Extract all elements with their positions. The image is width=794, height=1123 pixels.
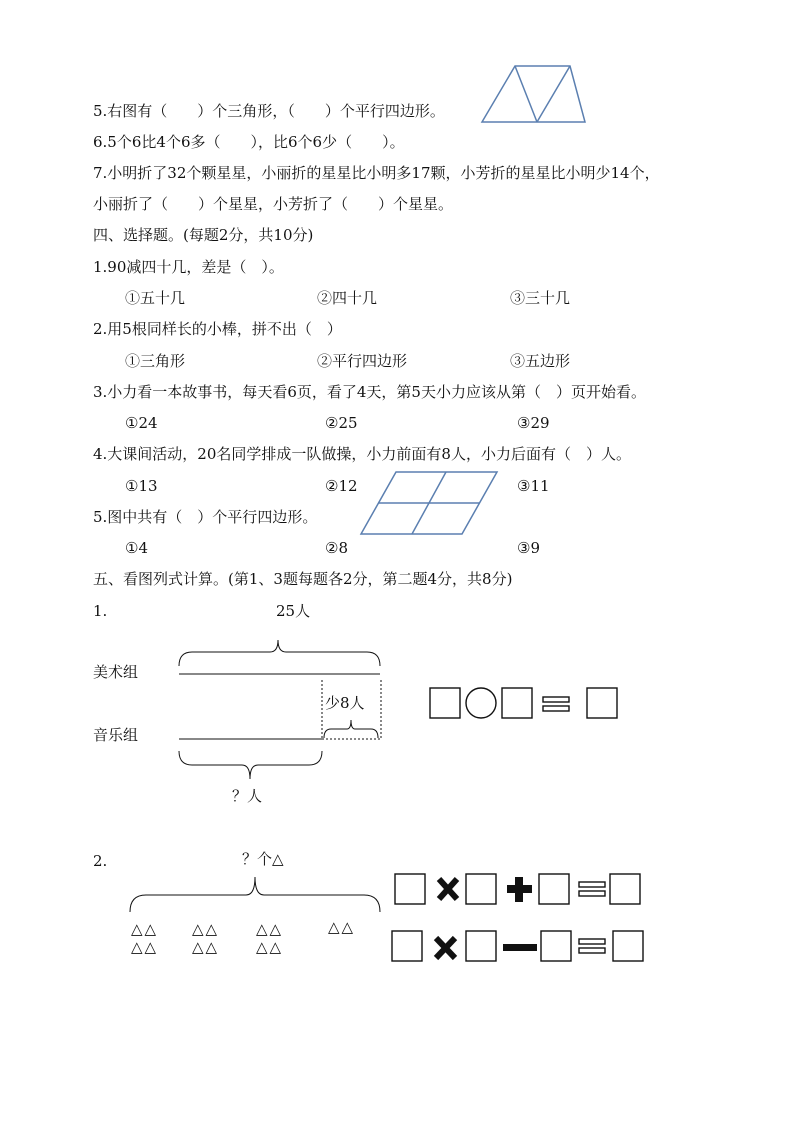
equals-sign <box>579 948 605 953</box>
option-4-4-a: ①13 <box>125 477 158 495</box>
problem-5-1-row1-label: 美术组 <box>93 663 139 681</box>
equals-sign <box>579 891 605 896</box>
triangle-group-2: △△ △△ <box>192 920 220 956</box>
question-3-7-line2: 小丽折了（ ）个星星，小芳折了（ ）个星星。 <box>93 195 454 213</box>
equals-sign <box>579 882 605 887</box>
option-4-1-a: ①五十几 <box>125 289 186 307</box>
plus-icon <box>507 877 532 902</box>
answer-box[interactable] <box>430 688 460 718</box>
option-4-5-a: ①4 <box>125 539 148 557</box>
answer-box[interactable] <box>539 874 569 904</box>
question-4-1: 1.90减四十几，差是（ ）。 <box>93 258 284 276</box>
question-4-2: 2.用5根同样长的小棒，拼不出（ ） <box>93 320 342 338</box>
option-4-2-b: ②平行四边形 <box>317 352 408 370</box>
trapezoid-triangles-figure <box>482 66 585 122</box>
question-3-6: 6.5个6比4个6多（ ），比6个6少（ ）。 <box>93 133 405 151</box>
problem-5-1-total-label: 25人 <box>276 602 311 620</box>
minus-icon <box>503 944 537 951</box>
equation-5-2-row2 <box>392 931 643 961</box>
question-4-4: 4.大课间活动，20名同学排成一队做操，小力前面有8人，小力后面有（ ）人。 <box>93 445 631 463</box>
answer-box[interactable] <box>541 931 571 961</box>
equals-sign <box>543 706 569 711</box>
parallelogram-grid-figure <box>361 472 497 534</box>
answer-box[interactable] <box>466 931 496 961</box>
option-4-2-a: ①三角形 <box>125 352 186 370</box>
option-4-3-b: ②25 <box>325 414 358 432</box>
option-4-1-c: ③三十几 <box>510 289 571 307</box>
option-4-4-b: ②12 <box>325 477 358 495</box>
problem-5-1-row2-label: 音乐组 <box>93 726 139 744</box>
problem-5-1-question-label: ？人 <box>232 787 263 805</box>
equals-sign <box>579 939 605 944</box>
problem-5-2-number: 2. <box>93 852 108 870</box>
answer-box[interactable] <box>587 688 617 718</box>
option-4-5-b: ②8 <box>325 539 348 557</box>
question-4-5: 5.图中共有（ ）个平行四边形。 <box>93 508 318 526</box>
answer-box[interactable] <box>502 688 532 718</box>
option-4-4-c: ③11 <box>517 477 550 495</box>
option-4-5-c: ③9 <box>517 539 540 557</box>
answer-box[interactable] <box>395 874 425 904</box>
multiply-icon <box>436 938 455 958</box>
line-segment-diagram <box>179 640 381 779</box>
answer-box[interactable] <box>466 874 496 904</box>
section-5-heading: 五、看图列式计算。(第1、3题每题各2分，第二题4分，共8分) <box>93 570 513 588</box>
operator-circle[interactable] <box>466 688 496 718</box>
equals-sign <box>543 697 569 702</box>
problem-5-1-diff-label: 少8人 <box>325 694 365 712</box>
problem-5-1-number: 1. <box>93 602 108 620</box>
equation-5-1 <box>430 688 617 718</box>
answer-box[interactable] <box>392 931 422 961</box>
triangle-group-1: △△ △△ <box>131 920 159 956</box>
answer-box[interactable] <box>610 874 640 904</box>
option-4-3-a: ①24 <box>125 414 158 432</box>
question-3-5: 5.右图有（ ）个三角形，（ ）个平行四边形。 <box>93 102 445 120</box>
answer-box[interactable] <box>613 931 643 961</box>
equation-5-2-row1 <box>395 874 640 904</box>
multiply-icon <box>439 879 457 899</box>
triangles-brace <box>130 877 380 912</box>
triangle-group-4: △△ <box>328 918 356 936</box>
question-3-7-line1: 7.小明折了32个颗星星，小丽折的星星比小明多17颗，小芳折的星星比小明少14个， <box>93 164 660 182</box>
question-4-3: 3.小力看一本故事书，每天看6页，看了4天，第5天小力应该从第（ ）页开始看。 <box>93 383 646 401</box>
option-4-3-c: ③29 <box>517 414 550 432</box>
option-4-1-b: ②四十几 <box>317 289 378 307</box>
triangle-group-3: △△ △△ <box>256 920 284 956</box>
section-4-heading: 四、选择题。(每题2分，共10分) <box>93 226 314 244</box>
option-4-2-c: ③五边形 <box>510 352 571 370</box>
problem-5-2-question-label: ？个△ <box>242 850 284 868</box>
